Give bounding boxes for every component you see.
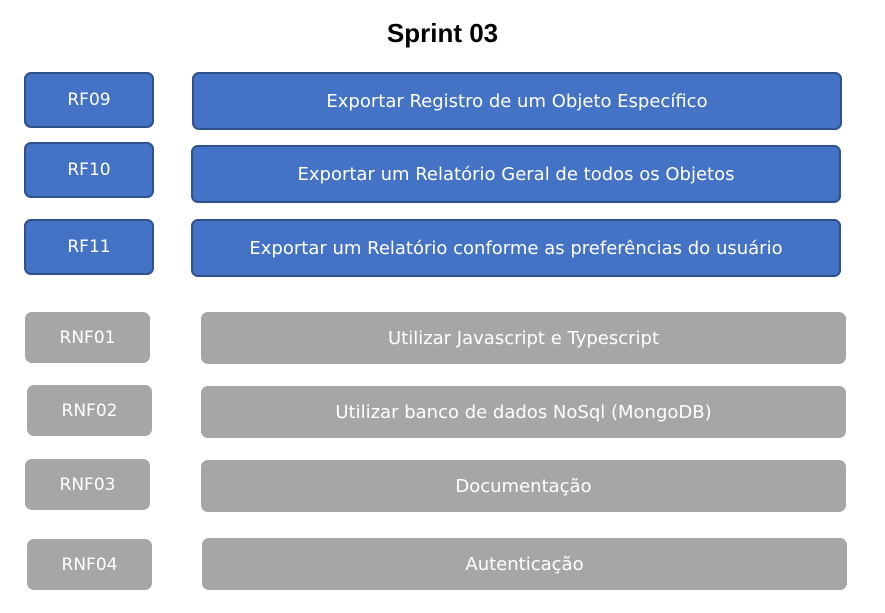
requirement-description-rf11: Exportar um Relatório conforme as preferências do usuário: [191, 219, 841, 277]
requirement-code-rnf04: RNF04: [27, 539, 152, 590]
requirement-code-rnf01: RNF01: [25, 312, 150, 363]
requirement-description-rnf03: Documentação: [201, 460, 846, 512]
requirement-code-rnf03: RNF03: [25, 459, 150, 510]
requirement-code-rf11: RF11: [24, 219, 154, 275]
requirement-description-rnf02: Utilizar banco de dados NoSql (MongoDB): [201, 386, 846, 438]
requirement-description-rnf01: Utilizar Javascript e Typescript: [201, 312, 846, 364]
requirement-code-rf09: RF09: [24, 72, 154, 128]
requirement-code-rf10: RF10: [24, 142, 154, 198]
requirement-description-rf09: Exportar Registro de um Objeto Específico: [192, 72, 842, 130]
requirement-code-rnf02: RNF02: [27, 385, 152, 436]
requirement-description-rnf04: Autenticação: [202, 538, 847, 590]
requirement-description-rf10: Exportar um Relatório Geral de todos os Objetos: [191, 145, 841, 203]
page-title: Sprint 03: [386, 18, 499, 48]
